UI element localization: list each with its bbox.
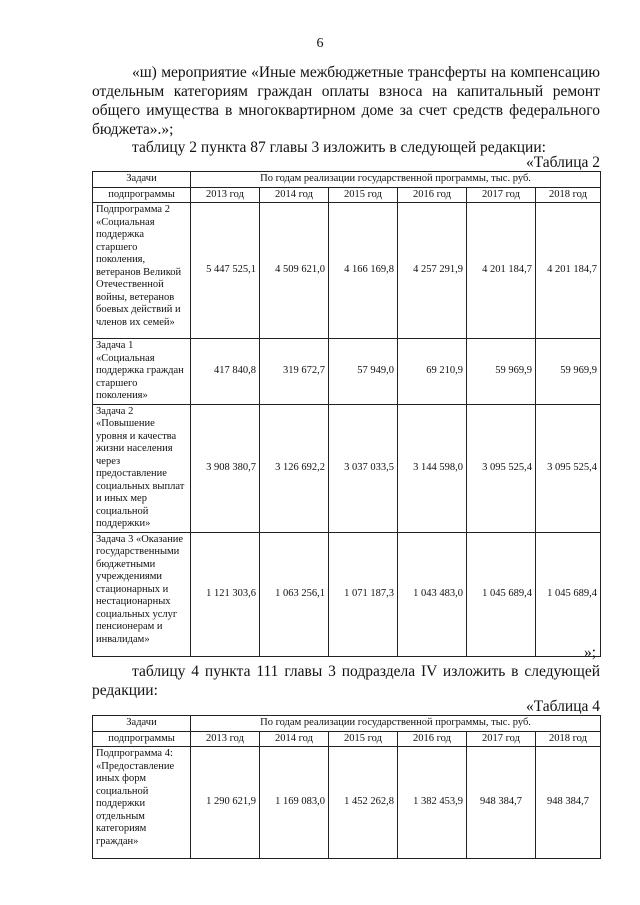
header-year: 2018 год [536,731,601,747]
instruction-line: редакции: [92,682,158,699]
intro-line: «ш) мероприятие «Иные межбюджетные трансферты на компенсацию [132,64,600,81]
header-year: 2018 год [536,187,601,203]
table2-closing: »; [583,644,596,661]
task-cell: Подпрограмма 4: «Предоставление иных форм социальной поддержки отдельным категориям граждан» [93,747,191,859]
table-4 [92,715,601,859]
header-year: 2016 год [398,187,467,203]
intro-line: общего имущества в многоквартирном доме за счет средств федерального [92,102,600,119]
intro-paragraph [92,63,600,139]
table-row [93,339,601,405]
header-span: По годам реализации государственной программы, тыс. руб. [191,716,601,732]
value-cell: 59 969,9 [536,339,601,405]
value-cell: 1 452 262,8 [329,747,398,859]
value-cell: 948 384,7 [536,747,601,859]
header-span: По годам реализации государственной программы, тыс. руб. [191,172,601,188]
value-cell: 1 045 689,4 [467,532,536,656]
instruction-table4 [92,662,600,700]
instruction-text: таблицу 2 пункта 87 главы 3 изложить в следующей редакции: [132,139,546,156]
value-cell: 57 949,0 [329,339,398,405]
table4-label: «Таблица 4 [525,698,600,715]
value-cell: 1 290 621,9 [191,747,260,859]
table-row [93,404,601,532]
value-cell: 4 257 291,9 [398,203,467,339]
value-cell: 948 384,7 [467,747,536,859]
header-year: 2014 год [260,731,329,747]
value-cell: 1 043 483,0 [398,532,467,656]
value-cell: 4 201 184,7 [467,203,536,339]
table2-label: «Таблица 2 [525,154,600,171]
value-cell: 3 095 525,4 [467,404,536,532]
value-cell: 1 382 453,9 [398,747,467,859]
value-cell: 1 169 083,0 [260,747,329,859]
header-task: Задачи [93,172,191,188]
value-cell: 1 121 303,6 [191,532,260,656]
intro-line: бюджета».»; [92,121,174,138]
task-cell: Задача 2 «Повышение уровня и качества жизни населения через предоставление социальных выплат и иных мер социальной поддержки» [93,404,191,532]
value-cell: 417 840,8 [191,339,260,405]
header-task: Задачи [93,716,191,732]
task-cell: Задача 3 «Оказание государственными бюджетными учреждениями стационарных и нестационарных социальных услуг пенсионерам и инвалидам» [93,532,191,656]
header-year: 2014 год [260,187,329,203]
instruction-table2 [92,138,600,157]
header-year: 2017 год [467,187,536,203]
header-year: 2015 год [329,731,398,747]
value-cell: 69 210,9 [398,339,467,405]
value-cell: 1 063 256,1 [260,532,329,656]
value-cell: 3 095 525,4 [536,404,601,532]
value-cell: 3 126 692,2 [260,404,329,532]
task-cell: Задача 1 «Социальная поддержка граждан старшего поколения» [93,339,191,405]
header-task: подпрограммы [93,187,191,203]
value-cell: 4 509 621,0 [260,203,329,339]
value-cell: 4 201 184,7 [536,203,601,339]
value-cell: 59 969,9 [467,339,536,405]
table-row [93,747,601,859]
value-cell: 3 908 380,7 [191,404,260,532]
value-cell: 3 144 598,0 [398,404,467,532]
value-cell: 1 045 689,4 [536,532,601,656]
table-2 [92,171,601,657]
value-cell: 319 672,7 [260,339,329,405]
task-cell: Подпрограмма 2 «Социальная поддержка старшего поколения, ветеранов Великой Отечественной войны, ветеранов боевых действий и членов их семей» [93,203,191,339]
header-year: 2013 год [191,731,260,747]
value-cell: 4 166 169,8 [329,203,398,339]
table-row [93,532,601,656]
page-number: 6 [316,36,324,51]
table-row [93,203,601,339]
intro-line: отдельным категориям граждан оплаты взноса на капитальный ремонт [92,83,600,100]
value-cell: 3 037 033,5 [329,404,398,532]
header-year: 2015 год [329,187,398,203]
header-task: подпрограммы [93,731,191,747]
header-year: 2013 год [191,187,260,203]
value-cell: 5 447 525,1 [191,203,260,339]
value-cell: 1 071 187,3 [329,532,398,656]
instruction-line: таблицу 4 пункта 111 главы 3 подраздела IV изложить в следующей [132,663,600,680]
header-year: 2016 год [398,731,467,747]
header-year: 2017 год [467,731,536,747]
